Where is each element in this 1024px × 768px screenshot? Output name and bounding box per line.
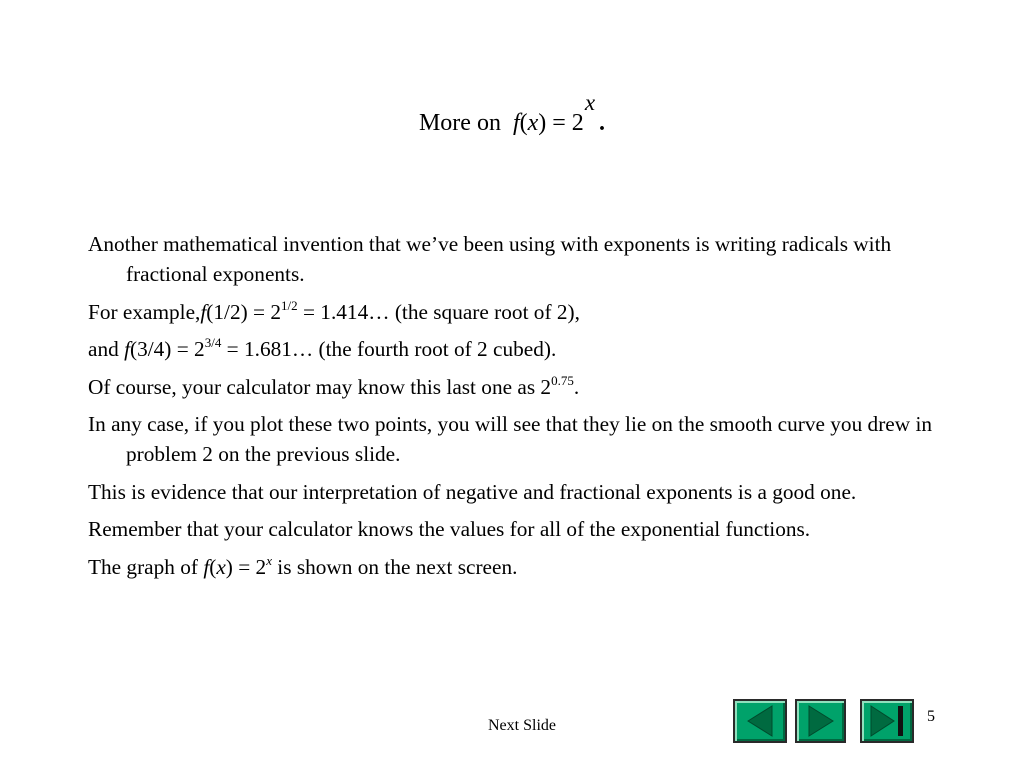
paragraph-paren: ( bbox=[209, 554, 217, 579]
slide-body bbox=[88, 229, 938, 589]
paragraph-text: This is evidence that our interpretation of negative and fractional exponents is a good one. bbox=[88, 479, 857, 504]
next-slide-button[interactable] bbox=[795, 699, 846, 743]
previous-slide-button[interactable] bbox=[733, 699, 787, 743]
exponent-superscript: 1/2 bbox=[281, 297, 298, 313]
paragraph-prefix: The graph of bbox=[88, 554, 204, 579]
function-f: f bbox=[203, 554, 210, 579]
paragraph-suffix: . bbox=[573, 374, 580, 399]
paragraph-mid: (1/2) = 2 bbox=[206, 299, 282, 324]
paragraph-example-half bbox=[88, 297, 938, 327]
paragraph-prefix: and bbox=[88, 337, 125, 361]
paragraph-suffix: = 1.414… (the square root of 2), bbox=[297, 299, 580, 324]
paragraph-prefix: For example, bbox=[88, 299, 201, 324]
title-close-eq: ) = 2 bbox=[538, 110, 584, 136]
skip-to-end-icon bbox=[862, 701, 912, 741]
last-slide-button[interactable] bbox=[860, 699, 914, 743]
page-number: 5 bbox=[927, 708, 935, 725]
paragraph-evidence bbox=[88, 477, 938, 507]
title-f: f bbox=[512, 110, 520, 136]
title-open-paren: ( bbox=[519, 110, 528, 136]
title-period: . bbox=[599, 110, 606, 136]
function-f: f bbox=[124, 337, 130, 361]
variable-x: x bbox=[216, 554, 226, 579]
paragraph-suffix: = 1.681… (the fourth root of 2 cubed). bbox=[221, 337, 557, 361]
paragraph-text: In any case, if you plot these two points, you will see that they lie on the smooth curve you drew in problem 2 on the previous slide. bbox=[88, 412, 933, 466]
exponent-superscript: 3/4 bbox=[204, 335, 222, 350]
triangle-left-icon bbox=[735, 701, 785, 741]
next-slide-link[interactable]: Next Slide bbox=[488, 717, 556, 734]
triangle-right-icon bbox=[797, 701, 844, 741]
slide-title bbox=[0, 90, 1024, 143]
paragraph-calculator-values bbox=[88, 514, 938, 544]
paragraph-mid: ) = 2 bbox=[225, 554, 267, 579]
title-x: x bbox=[527, 110, 539, 136]
paragraph-suffix: is shown on the next screen. bbox=[271, 554, 518, 579]
paragraph-mid: (3/4) = 2 bbox=[130, 337, 205, 361]
exponent-superscript: 0.75 bbox=[551, 372, 574, 388]
title-exponent: x bbox=[584, 90, 596, 115]
function-f: f bbox=[200, 299, 207, 324]
paragraph-plot-points bbox=[88, 409, 938, 469]
paragraph-text: Remember that your calculator knows the values for all of the exponential functions. bbox=[88, 517, 811, 541]
paragraph-calculator-decimal bbox=[88, 372, 938, 402]
paragraph-fractional-exponents bbox=[88, 229, 938, 289]
title-prefix: More on bbox=[418, 110, 501, 136]
exponent-superscript: x bbox=[266, 552, 272, 568]
paragraph-text: Another mathematical invention that we’ve been using with exponents is writing radicals with fractional exponents. bbox=[88, 232, 892, 286]
paragraph-example-three-quarters bbox=[88, 334, 938, 364]
paragraph-prefix: Of course, your calculator may know this last one as 2 bbox=[88, 374, 552, 399]
paragraph-graph-next bbox=[88, 552, 938, 582]
